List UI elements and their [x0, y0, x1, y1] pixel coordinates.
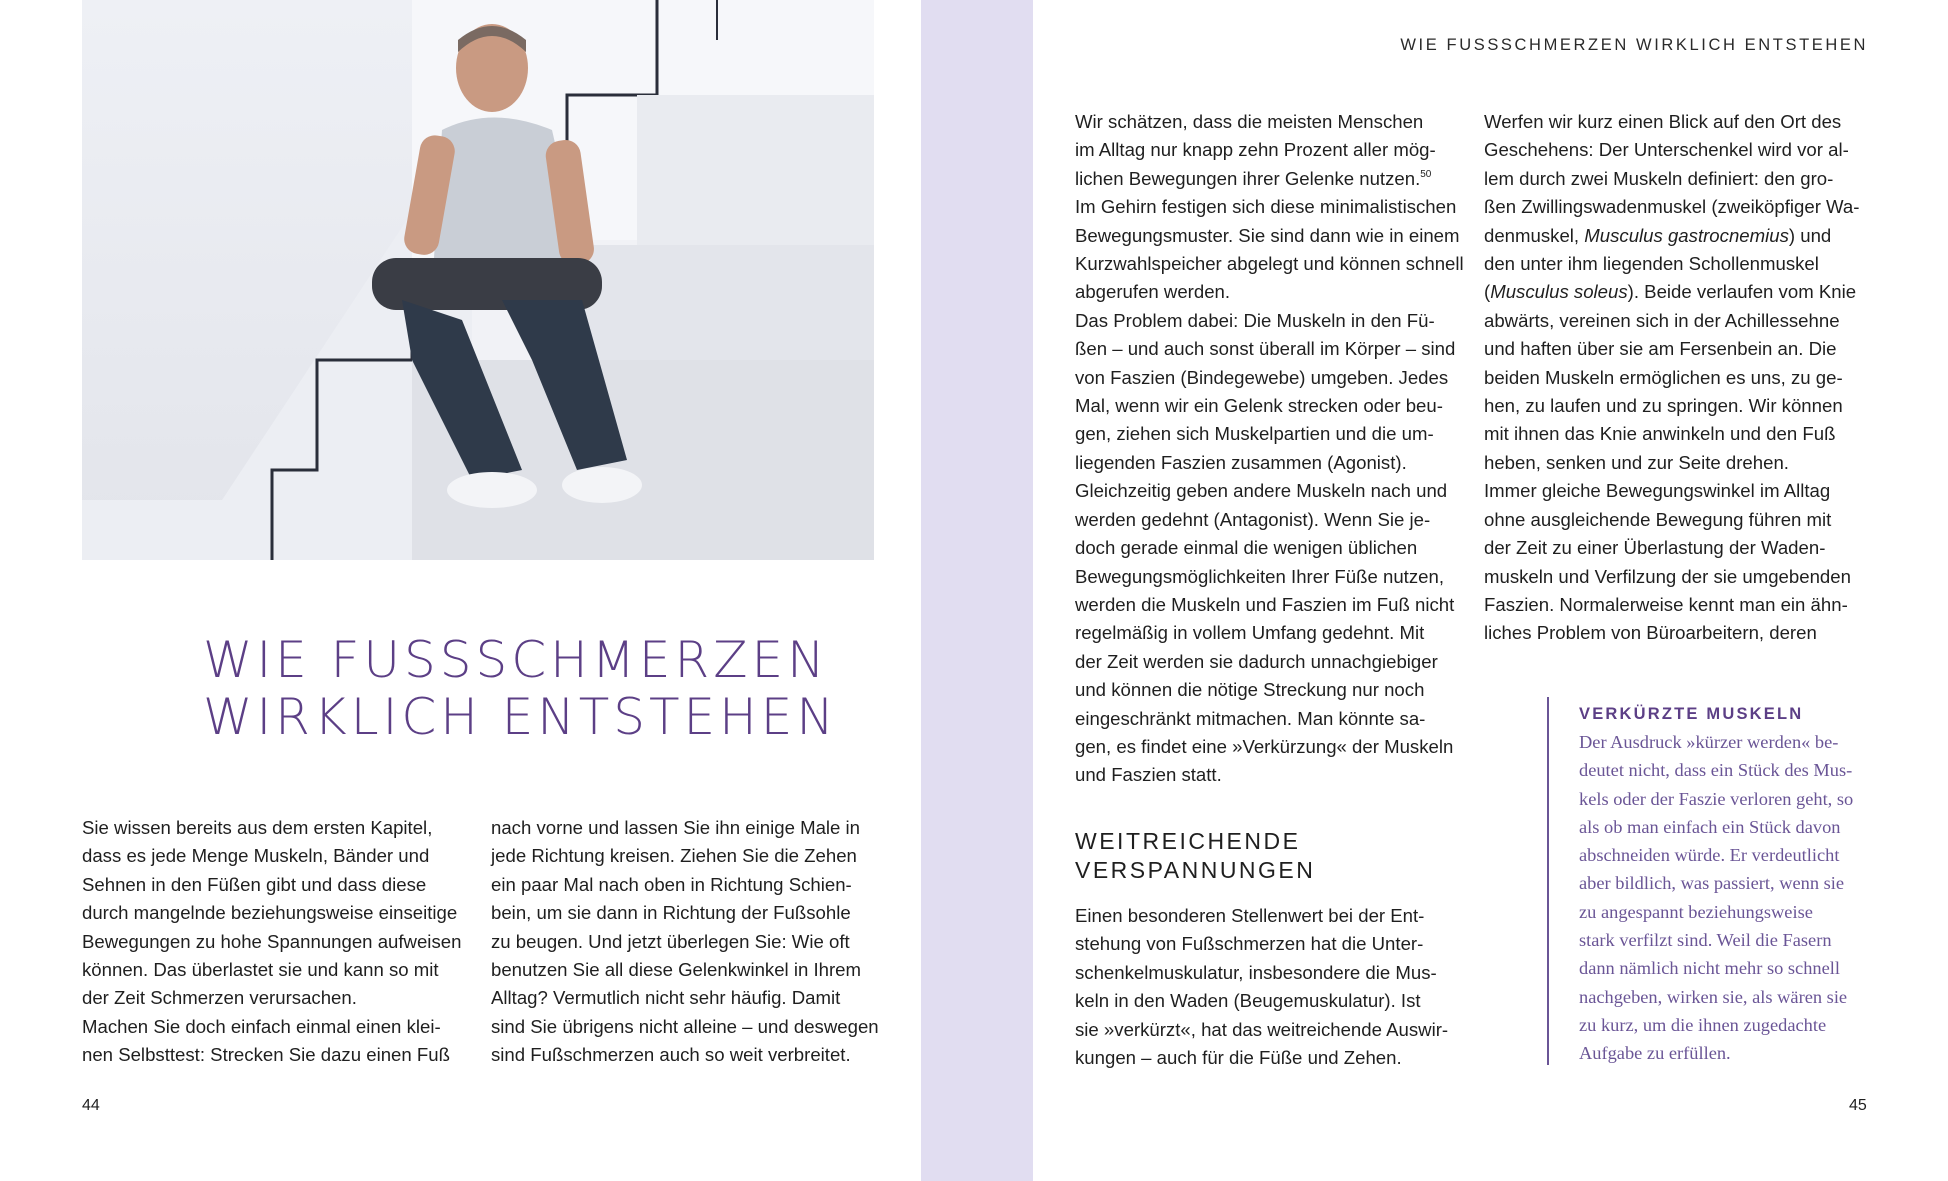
text-line: Geschehens: Der Unterschenkel wird vor al-: [1484, 139, 1849, 161]
text-line: [1075, 165, 1475, 193]
sidebar-line: deutet nicht, dass ein Stück des Mus-: [1579, 760, 1853, 781]
text-line: ohne ausgleichende Bewegung führen mit: [1484, 508, 1832, 530]
sidebar-text: [1579, 728, 1909, 1068]
text-line: keln in den Waden (Beugemuskulatur). Ist: [1075, 990, 1421, 1012]
page-gutter: [921, 0, 1033, 1181]
text-line: der Zeit werden sie dadurch unnachgiebiger: [1075, 650, 1438, 672]
text-line: Bewegungsmuster. Sie sind dann wie in einem: [1075, 224, 1460, 246]
text-line: Im Gehirn festigen sich diese minimalistischen: [1075, 196, 1457, 218]
text-line: und haften über sie am Fersenbein an. Die: [1484, 338, 1837, 360]
text-line: Einen besonderen Stellenwert bei der Ent-: [1075, 905, 1425, 926]
chapter-title-line: WIE FUSSSCHMERZEN: [203, 631, 829, 689]
right-column-1: [1075, 108, 1475, 790]
chapter-title-line: WIRKLICH ENTSTEHEN: [203, 688, 838, 746]
sidebar-line: Der Ausdruck »kürzer werden« be-: [1579, 732, 1839, 752]
text-line: [1484, 222, 1884, 250]
text-fragment: ). Beide verlaufen vom Knie: [1627, 281, 1857, 303]
text-line: Immer gleiche Bewegungswinkel im Alltag: [1484, 480, 1831, 502]
right-column-1-continued: [1075, 902, 1475, 1072]
hero-photo: [82, 0, 874, 560]
text-line: können. Das überlastet sie und kann so mit: [82, 959, 439, 981]
text-line: Bewegungen zu hohe Spannungen aufweisen: [82, 930, 462, 952]
text-line: Bewegungsmöglichkeiten Ihrer Füße nutzen,: [1075, 565, 1444, 587]
text-line: regelmäßig in vollem Umfang gedehnt. Mit: [1075, 622, 1425, 644]
text-line: stehung von Fußschmerzen hat die Unter-: [1075, 933, 1424, 955]
text-line: gen, ziehen sich Muskelpartien und die um-: [1075, 423, 1434, 445]
text-fragment: denmuskel,: [1484, 224, 1585, 246]
text-line: Alltag? Vermutlich nicht sehr häufig. Damit: [491, 987, 841, 1009]
text-line: beiden Muskeln ermöglichen es uns, zu ge-: [1484, 366, 1843, 388]
sidebar-line: kels oder der Faszie verloren geht, so: [1579, 788, 1854, 809]
page-number: 45: [1849, 1097, 1867, 1114]
text-line: zu beugen. Und jetzt überlegen Sie: Wie oft: [491, 930, 850, 952]
sidebar-line: als ob man einfach ein Stück davon: [1579, 816, 1841, 837]
text-line: nach vorne und lassen Sie ihn einige Male in: [491, 817, 861, 838]
text-line: werden gedehnt (Antagonist). Wenn Sie je-: [1075, 508, 1431, 530]
text-line: Gleichzeitig geben andere Muskeln nach und: [1075, 480, 1448, 502]
text-fragment: lichen Bewegungen ihrer Gelenke nutzen.: [1075, 167, 1421, 189]
text-line: dass es jede Menge Muskeln, Bänder und: [82, 845, 430, 867]
text-line: abwärts, vereinen sich in der Achillessehne: [1484, 309, 1840, 331]
text-line: Faszien. Normalerweise kennt man ein ähn-: [1484, 593, 1848, 615]
text-line: und Faszien statt.: [1075, 764, 1222, 786]
text-line: muskeln und Verfilzung der sie umgebenden: [1484, 565, 1851, 587]
text-line: Machen Sie doch einfach einmal einen klei-: [82, 1015, 441, 1037]
text-line: Wir schätzen, dass die meisten Menschen: [1075, 111, 1424, 132]
text-line: mit ihnen das Knie anwinkeln und den Fuß: [1484, 423, 1836, 445]
text-line: Sie wissen bereits aus dem ersten Kapitel,: [82, 817, 433, 838]
sidebar-line: abschneiden würde. Er verdeutlicht: [1579, 845, 1840, 866]
footnote-reference[interactable]: 50: [1420, 168, 1432, 180]
sidebar-info-box: [1547, 697, 1909, 1065]
text-line: doch gerade einmal die wenigen üblichen: [1075, 537, 1418, 559]
text-line: Mal, wenn wir ein Gelenk strecken oder beu-: [1075, 395, 1443, 417]
text-line: Werfen wir kurz einen Blick auf den Ort des: [1484, 111, 1842, 132]
subheading-line: WEITREICHENDE: [1075, 828, 1301, 854]
text-line: jede Richtung kreisen. Ziehen Sie die Zehen: [491, 845, 857, 867]
chapter-title: [203, 632, 843, 746]
right-column-2: [1484, 108, 1884, 648]
text-line: ein paar Mal nach oben in Richtung Schien-: [491, 873, 852, 895]
text-line: [1484, 278, 1884, 306]
text-fragment: (: [1484, 281, 1491, 303]
text-line: eingeschränkt mitmachen. Man könnte sa-: [1075, 707, 1426, 729]
text-line: der Zeit zu einer Überlastung der Waden-: [1484, 537, 1826, 559]
sidebar-line: aber bildlich, was passiert, wenn sie: [1579, 873, 1845, 894]
left-page: [0, 0, 921, 1181]
section-subheading: [1075, 827, 1315, 885]
text-line: ßen Zwillingswadenmuskel (zweiköpfiger Wa-: [1484, 196, 1860, 218]
sidebar-line: zu angespannt beziehungsweise: [1579, 901, 1813, 922]
text-line: Sehnen in den Füßen gibt und dass diese: [82, 873, 427, 895]
page-number: 44: [82, 1097, 100, 1114]
text-line: und können die nötige Streckung nur noch: [1075, 679, 1425, 701]
text-line: heben, senken und zur Seite drehen.: [1484, 451, 1789, 473]
sidebar-line: stark verfilzt sind. Weil die Fasern: [1579, 930, 1832, 951]
sidebar-line: dann nämlich nicht mehr so schnell: [1579, 958, 1840, 979]
text-line: gen, es findet eine »Verkürzung« der Muskeln: [1075, 735, 1454, 757]
text-line: bein, um sie dann in Richtung der Fußsohle: [491, 902, 851, 924]
text-line: werden die Muskeln und Faszien im Fuß nicht: [1075, 593, 1455, 615]
text-line: abgerufen werden.: [1075, 281, 1231, 303]
sidebar-line: nachgeben, wirken sie, als wären sie: [1579, 986, 1848, 1007]
text-line: der Zeit Schmerzen verursachen.: [82, 987, 357, 1009]
text-line: sie »verkürzt«, hat das weitreichende Auswir-: [1075, 1018, 1449, 1040]
sidebar-line: Aufgabe zu erfüllen.: [1579, 1043, 1731, 1064]
text-line: hen, zu laufen und zu springen. Wir können: [1484, 395, 1843, 417]
sidebar-line: zu kurz, um die ihnen zugedachte: [1579, 1014, 1827, 1035]
text-line: ßen – und auch sonst überall im Körper – sind: [1075, 338, 1456, 360]
text-line: liches Problem von Büroarbeitern, deren: [1484, 622, 1817, 644]
latin-term: Musculus soleus: [1490, 281, 1628, 303]
left-column-2: [491, 814, 901, 1070]
running-head: WIE FUSSSCHMERZEN WIRKLICH ENTSTEHEN: [1400, 36, 1868, 54]
text-line: durch mangelnde beziehungsweise einseitige: [82, 902, 458, 924]
text-line: Das Problem dabei: Die Muskeln in den Fü-: [1075, 309, 1435, 331]
photo-illustration: [82, 0, 874, 560]
text-line: lem durch zwei Muskeln definiert: den gro-: [1484, 167, 1834, 189]
subheading-line: VERSPANNUNGEN: [1075, 857, 1316, 883]
text-line: den unter ihm liegenden Schollenmuskel: [1484, 253, 1819, 275]
text-fragment: ) und: [1788, 224, 1832, 246]
sidebar-title: VERKÜRZTE MUSKELN: [1579, 705, 1804, 723]
text-line: Kurzwahlspeicher abgelegt und können schnell: [1075, 253, 1464, 275]
text-line: von Faszien (Bindegewebe) umgeben. Jedes: [1075, 366, 1449, 388]
latin-term: Musculus gastrocnemius: [1584, 224, 1789, 246]
text-line: kungen – auch für die Füße und Zehen.: [1075, 1047, 1402, 1069]
text-line: sind Sie übrigens nicht alleine – und deswegen: [491, 1015, 879, 1037]
text-line: nen Selbsttest: Strecken Sie dazu einen Fuß: [82, 1044, 450, 1066]
left-column-1: [82, 814, 477, 1070]
text-line: liegenden Faszien zusammen (Agonist).: [1075, 451, 1407, 473]
text-line: benutzen Sie all diese Gelenkwinkel in Ihrem: [491, 959, 862, 981]
text-line: im Alltag nur knapp zehn Prozent aller mög-: [1075, 139, 1436, 161]
text-line: schenkelmuskulatur, insbesondere die Mus-: [1075, 961, 1437, 983]
text-line: sind Fußschmerzen auch so weit verbreitet.: [491, 1044, 851, 1066]
